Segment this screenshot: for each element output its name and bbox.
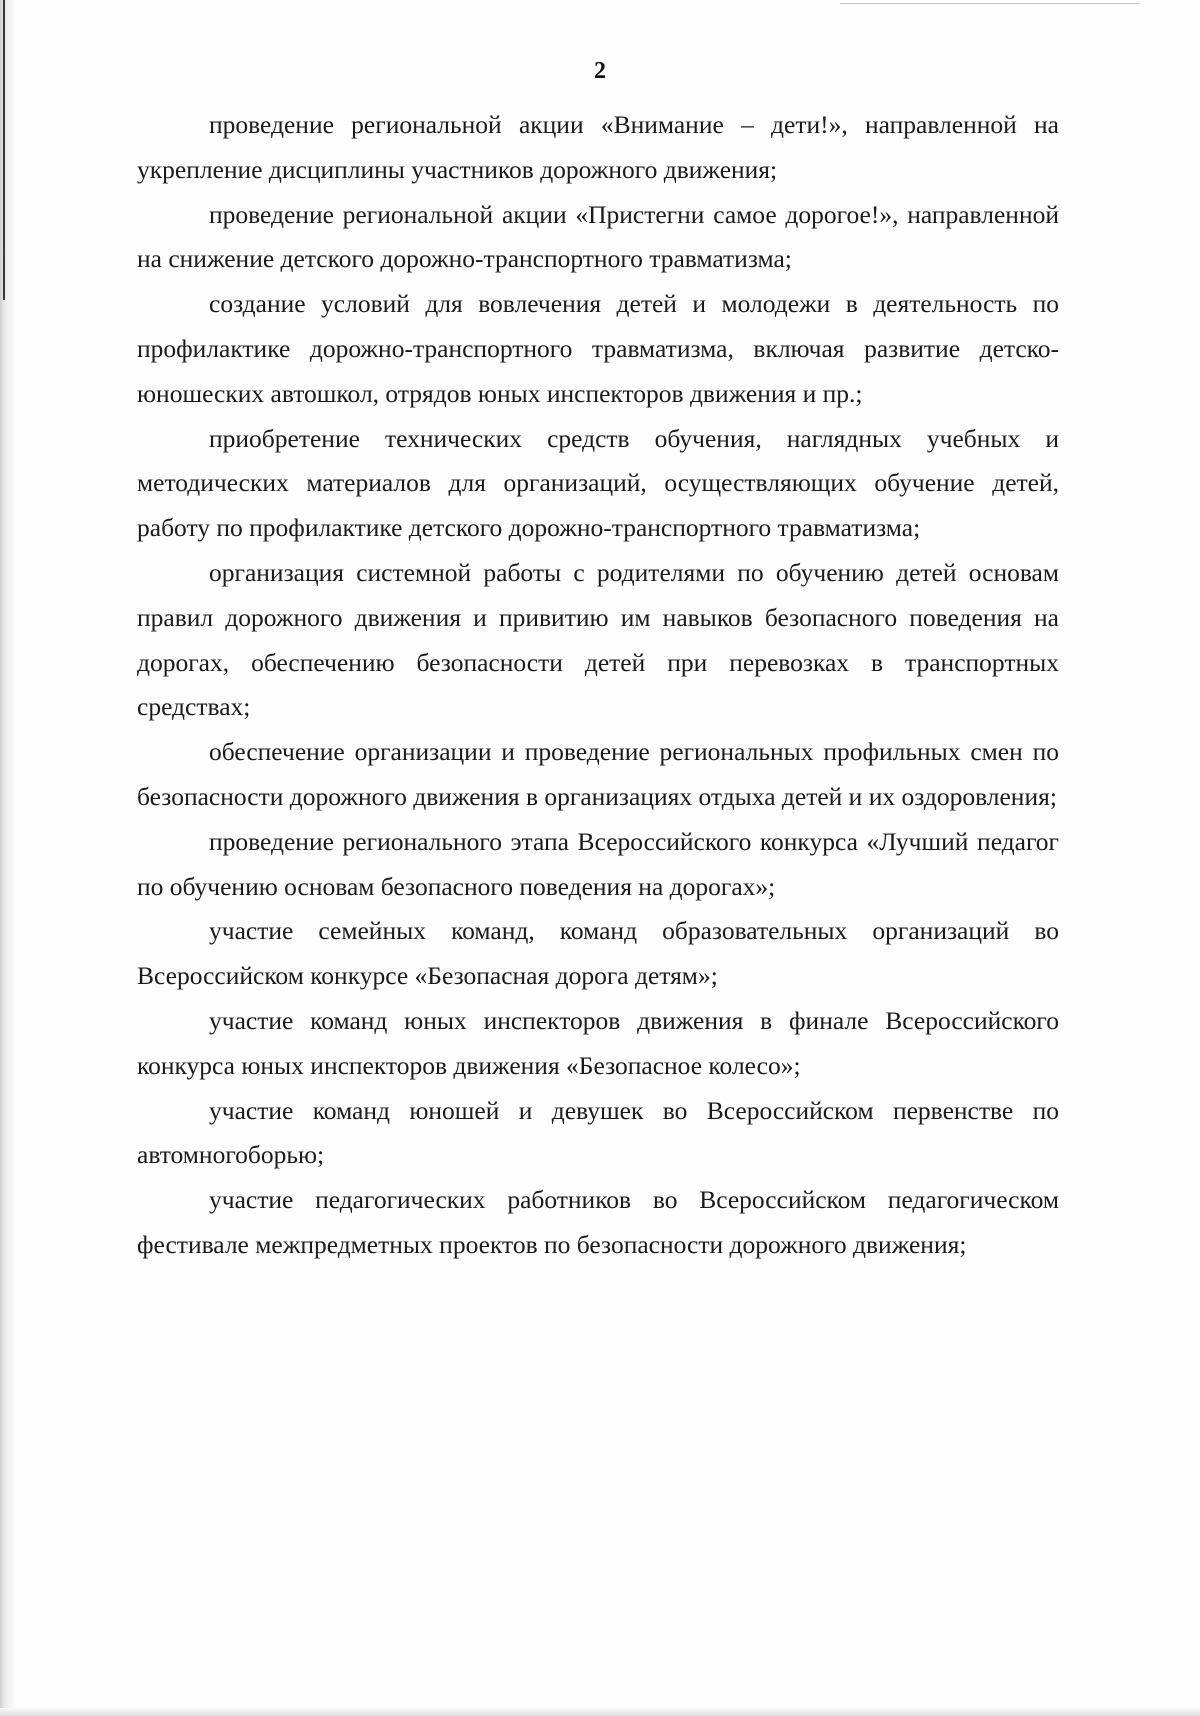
paragraph: проведение регионального этапа Всероссийского конкурса «Лучший педагог по обучению основам безопасного поведения на дорогах»; xyxy=(137,826,1059,901)
paragraph: участие педагогических работников во Всероссийском педагогическом фестивале межпредметных проектов по безопасности дорожного движения; xyxy=(137,1185,1059,1259)
paragraph: участие команд юных инспекторов движения в финале Всероссийского конкурса юных инспекторов движения «Безопасное колесо»; xyxy=(137,1005,1059,1080)
paragraph: проведение региональной акции «Внимание – дети!», направленной на укрепление дисциплины участников дорожного движения; xyxy=(137,110,1059,184)
paragraph: приобретение технических средств обучения, наглядных учебных и методических материалов для организаций, осуществляющих обучение детей, работу по профилактике детского дорожно-транспортного травматизма; xyxy=(137,423,1059,543)
scan-left-line xyxy=(3,0,5,300)
scan-top-line xyxy=(840,3,1140,4)
paragraph: создание условий для вовлечения детей и молодежи в деятельность по профилактике дорожно-транспортного травматизма, включая развитие детско-юношеских автошкол, отрядов юных инспекторов движения и пр.; xyxy=(137,289,1059,408)
paragraph: проведение региональной акции «Пристегни самое дорогое!», направленной на снижение детского дорожно-транспортного травматизма; xyxy=(137,199,1059,274)
paragraph: обеспечение организации и проведение региональных профильных смен по безопасности дорожного движения в организациях отдыха детей и их оздоровления; xyxy=(137,737,1059,811)
page-number: 2 xyxy=(594,58,606,84)
document-body xyxy=(137,103,1059,1268)
paragraph: организация системной работы с родителями по обучению детей основам правил дорожного движения и привитию им навыков безопасного поведения на дорогах, обеспечению безопасности детей при перевозках в транспортных средствах; xyxy=(137,557,1059,722)
scan-bottom-edge xyxy=(0,1708,1200,1716)
paragraph: участие семейных команд, команд образовательных организаций во Всероссийском конкурсе «Безопасная дорога детям»; xyxy=(137,916,1059,991)
paragraph: участие команд юношей и девушек во Всероссийском первенстве по автомногоборью; xyxy=(137,1095,1059,1170)
